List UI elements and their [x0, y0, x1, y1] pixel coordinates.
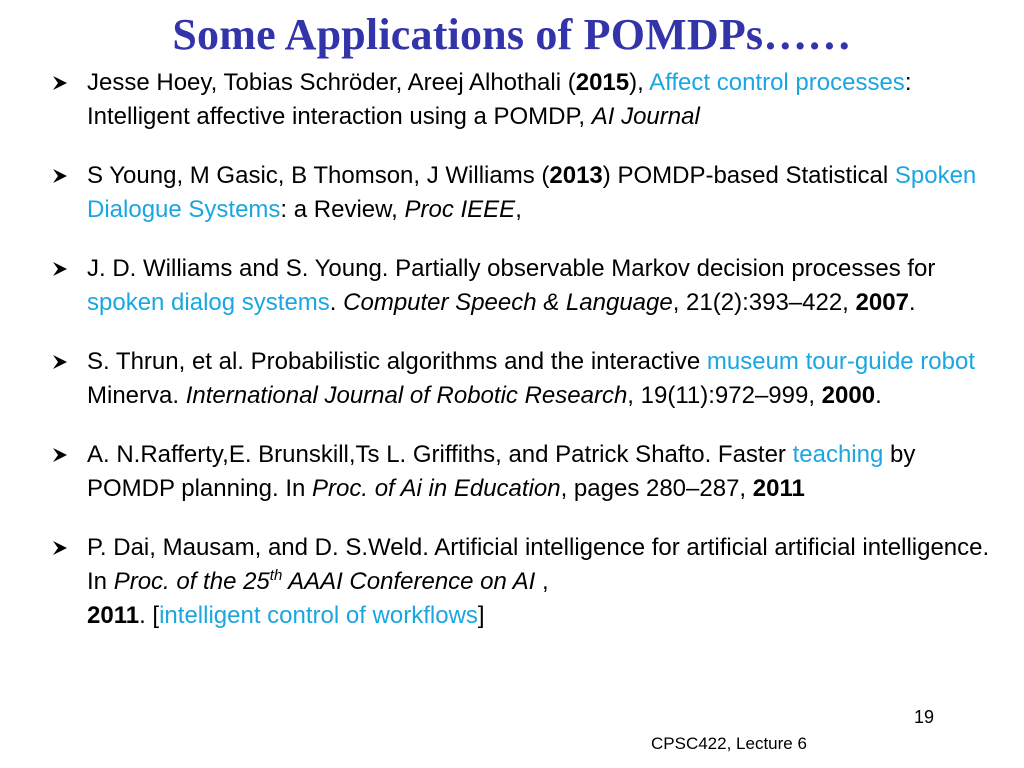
ref-topic-highlight: spoken dialog systems: [87, 289, 330, 316]
ref-year: 2011: [752, 475, 805, 502]
reference-item: [52, 531, 992, 633]
ref-venue-superscript: th: [269, 567, 283, 584]
ref-year: 2000: [821, 382, 876, 409]
slide-footer: CPSC422, Lecture 6: [651, 734, 807, 753]
ref-text: S. Thrun, et al. Probabilistic algorithms and the interactive: [87, 348, 707, 375]
ref-venue: [114, 568, 536, 595]
ref-topic-highlight: intelligent control of workflows: [159, 602, 478, 629]
ref-text: A. N.Rafferty,E. Brunskill,Ts L. Griffiths, and Patrick Shafto. Faster: [87, 441, 793, 468]
ref-text: .: [908, 289, 916, 316]
ref-venue: AI Journal: [591, 103, 700, 130]
reference-item: [52, 252, 992, 320]
ref-text: : a Review,: [280, 196, 405, 223]
arrowhead-bullet-icon: [52, 447, 68, 463]
ref-text: ,: [535, 568, 549, 595]
ref-text: : Intelligent affective interaction using a POMDP,: [87, 69, 912, 130]
ref-text: S Young, M Gasic, B Thomson, J Williams (: [87, 162, 550, 189]
ref-text: ]: [477, 602, 485, 629]
ref-text: , 21(2):393–422,: [672, 289, 856, 316]
ref-venue-text: AAAI Conference on AI: [282, 568, 536, 595]
ref-text: ) POMDP-based Statistical: [602, 162, 895, 189]
ref-text: J. D. Williams and S. Young. Partially observable Markov decision processes for: [87, 255, 936, 282]
reference-list: [52, 66, 992, 633]
arrowhead-bullet-icon: [52, 75, 68, 91]
arrowhead-bullet-icon: [52, 261, 68, 277]
ref-text: Minerva.: [87, 382, 186, 409]
ref-text: Jesse Hoey, Tobias Schröder, Areej Alhothali (: [87, 69, 576, 96]
ref-year: 2013: [549, 162, 603, 189]
ref-venue: Computer Speech & Language: [343, 289, 673, 316]
page-number: 19: [914, 707, 935, 727]
ref-topic-highlight: museum tour-guide robot: [706, 348, 976, 375]
ref-venue: Proc IEEE: [404, 196, 516, 223]
ref-text: ,: [515, 196, 522, 223]
ref-text: .: [329, 289, 344, 316]
ref-text: .: [875, 382, 882, 409]
reference-item: [52, 345, 992, 413]
ref-topic-highlight: Spoken Dialogue Systems: [87, 162, 977, 223]
reference-item: [52, 159, 992, 227]
arrowhead-bullet-icon: [52, 354, 68, 370]
slide-title: Some Applications of POMDPs……: [172, 10, 852, 59]
ref-topic-highlight: teaching: [792, 441, 884, 468]
ref-text: by POMDP planning. In: [87, 441, 916, 502]
ref-venue: Proc. of Ai in Education: [312, 475, 561, 502]
reference-item: [52, 66, 992, 134]
ref-year: 2007: [855, 289, 909, 316]
ref-text: , 19(11):972–999,: [627, 382, 822, 409]
arrowhead-bullet-icon: [52, 540, 68, 556]
ref-year: 2015: [575, 69, 630, 96]
ref-venue: International Journal of Robotic Research: [185, 382, 628, 409]
ref-text: . [: [139, 602, 160, 629]
ref-text: ),: [629, 69, 650, 96]
ref-text: P. Dai, Mausam, and D. S.Weld. Artificial intelligence for artificial artificial intelligence. In: [87, 534, 990, 595]
ref-text: , pages 280–287,: [560, 475, 753, 502]
ref-topic-highlight: Affect control processes: [649, 69, 905, 96]
arrowhead-bullet-icon: [52, 168, 68, 184]
ref-venue-text: Proc. of the 25: [113, 568, 270, 595]
reference-item: [52, 438, 992, 506]
ref-year: 2011: [87, 602, 140, 629]
